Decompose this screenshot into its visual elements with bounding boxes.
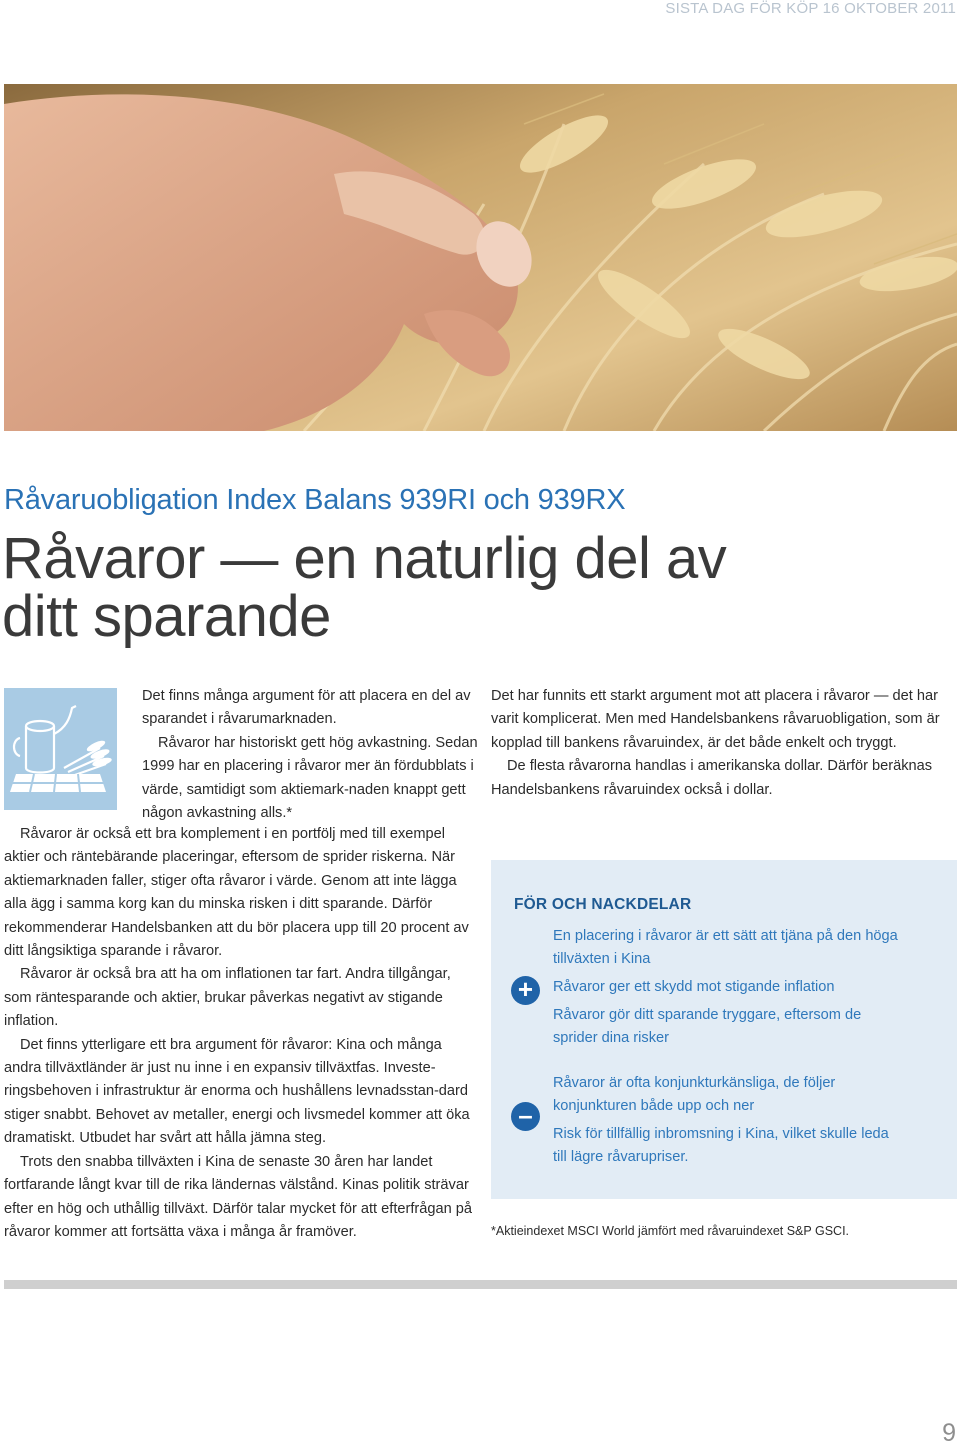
page-number: 9 xyxy=(942,1419,956,1447)
pros-item: Råvaror gör ditt sparande tryggare, eftersom de sprider dina risker xyxy=(553,1007,862,1046)
headline xyxy=(2,526,802,649)
pros-cons-box xyxy=(491,860,957,1199)
commodities-pictogram-icon xyxy=(4,688,117,810)
header-text: SISTA DAG FÖR KÖP 16 OKTOBER 2011 xyxy=(665,0,956,17)
body-paragraph-1: Råvaror är också ett bra komplement i en portfölj med till exempel aktier och räntebärande placeringar, eftersom de sprider riskerna. När aktiemarknaden faller, stiger ofta råvaror i värde. Genom att inte lägga alla ägg i samma korg kan du minska risken i ditt sparande. Därför rekommenderar Handelsbanken att du bör placera upp till 20 procent av ditt långsiktiga sparande i råvaror. xyxy=(4,826,469,960)
headline-line-2: ditt sparande xyxy=(2,584,331,649)
pros-item: Råvaror ger ett skydd mot stigande inflation xyxy=(553,979,835,995)
minus-circle-icon: – xyxy=(511,1102,540,1131)
footnote: *Aktieindexet MSCI World jämfört med råvaruindexet S&P GSCI. xyxy=(491,1224,850,1238)
hero-photo-illustration xyxy=(4,84,957,431)
pros-cons-title: FÖR OCH NACKDELAR xyxy=(514,896,692,913)
body-text-column xyxy=(4,823,482,1244)
body-paragraph-3: Det finns ytterligare ett bra argument för råvaror: Kina och många andra tillväxtländer är just nu inne i en expansiv tillväxtfas. Investe-ringsbehoven i infrastruktur är enorma och hushållens levnadsstan-dard stiger snabbt. Behovet av metaller, energi och livsmedel kommer att öka dramatiskt. Utbudet har svårt att hålla jämna steg. xyxy=(4,1036,470,1147)
pros-list xyxy=(553,925,903,1055)
intro-paragraph-1: Det finns många argument för att placera en del av sparandet i råvarumarknaden. xyxy=(142,688,471,728)
body-paragraph-2: Råvaror är också bra att ha om inflationen tar fart. Andra tillgångar, som räntesparande och aktier, brukar påverkas negativt av stigande inflation. xyxy=(4,966,451,1030)
right-paragraph-1: Det har funnits ett starkt argument mot att placera i råvaror — det har varit komplicerat. Men med Handelsbankens råvaruobligation, som är kopplad till bankens råvaruindex, är det både enkelt och tryggt. xyxy=(491,688,940,751)
cons-list xyxy=(553,1072,903,1174)
body-paragraph-4: Trots den snabba tillväxten i Kina de senaste 30 åren har landet fortfarande långt kvar till de rika ländernas välstånd. Kinas politik strävar efter en hög och uthållig tillväxt. Därför talar mycket för att efterfrågan på råvaror kommer att fortsätta växa i många år framöver. xyxy=(4,1153,473,1240)
right-text-column xyxy=(491,685,959,802)
pros-item: En placering i råvaror är ett sätt att tjäna på den höga tillväxten i Kina xyxy=(553,928,898,967)
intro-text xyxy=(142,685,478,825)
headline-line-1: Råvaror — en naturlig del av xyxy=(2,526,727,591)
document-title: Råvaruobligation Index Balans 939RI och 939RX xyxy=(4,484,626,516)
intro-paragraph-2: Råvaror har historiskt gett hög avkastning. Sedan 1999 har en placering i råvaror mer än fördubblats i värde, samtidigt som aktiemark-naden knappt gett någon avkastning alls.* xyxy=(142,734,478,822)
cons-item: Råvaror är ofta konjunkturkänsliga, de följer konjunkturen både upp och ner xyxy=(553,1075,836,1114)
footer-divider xyxy=(4,1280,957,1289)
hero-photo-wheat-hand xyxy=(4,84,957,431)
cons-item: Risk för tillfällig inbromsning i Kina, vilket skulle leda till lägre råvarupriser. xyxy=(553,1126,889,1165)
right-paragraph-2: De flesta råvarorna handlas i amerikanska dollar. Därför beräknas Handelsbankens råvaruindex också i dollar. xyxy=(491,758,933,798)
plus-circle-icon: + xyxy=(511,976,540,1005)
